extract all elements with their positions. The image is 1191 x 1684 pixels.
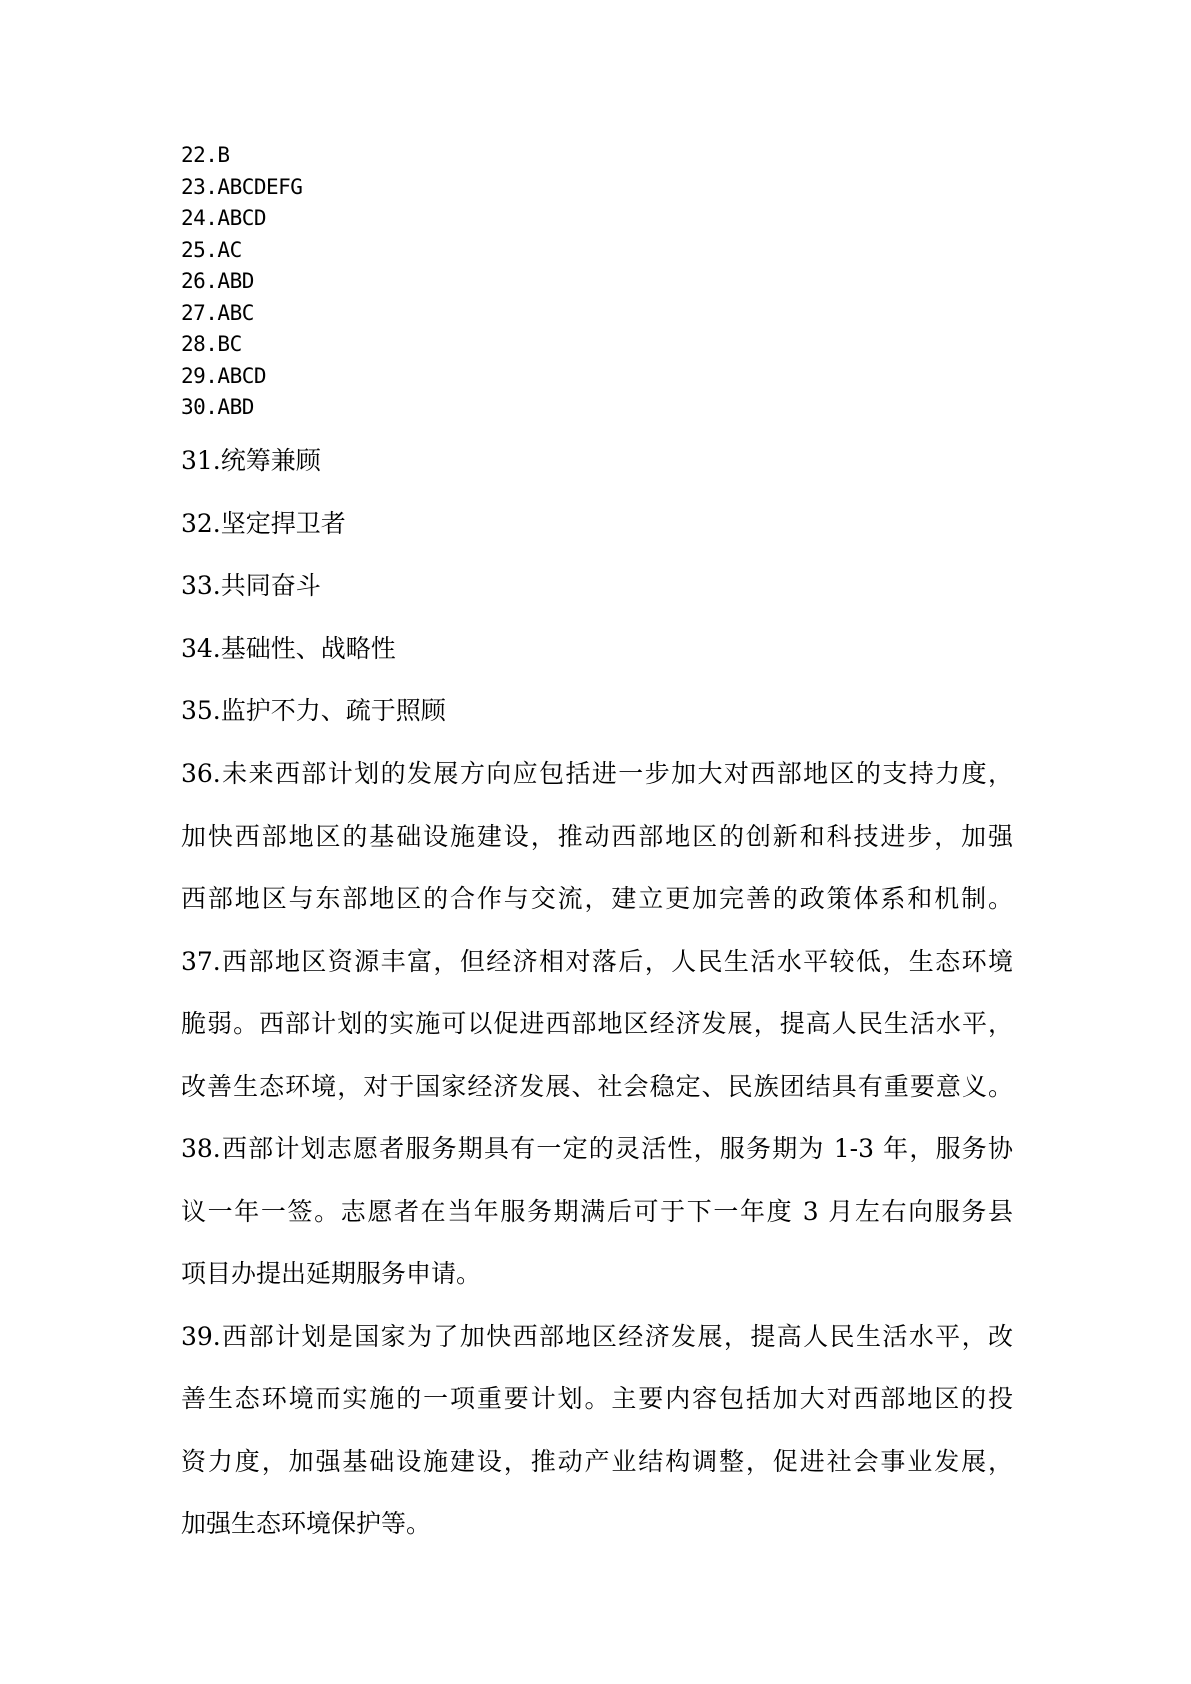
answer-item: 28.BC — [181, 332, 242, 356]
answer-item: 24.ABCD — [181, 206, 267, 230]
answer-item: 27.ABC — [181, 300, 254, 325]
answer-item: 30.ABD — [181, 395, 254, 419]
answer-item: 23.ABCDEFG — [181, 174, 303, 199]
multiple-choice-answers — [181, 140, 481, 424]
essay-line: 37.西部地区资源丰富，但经济相对落后，人民生活水平较低，生态环境 — [181, 946, 1013, 976]
answer-item: 29.ABCD — [181, 363, 267, 388]
essay-line: 资力度，加强基础设施建设，推动产业结构调整，促进社会事业发展， — [181, 1446, 1013, 1476]
fill-in-item: 34.基础性、战略性 — [181, 633, 396, 663]
essay-answer-38 — [181, 1118, 1013, 1306]
short-answer-section — [181, 743, 1013, 1556]
essay-line: 西部地区与东部地区的合作与交流，建立更加完善的政策体系和机制。 — [181, 884, 1013, 913]
essay-line: 善生态环境而实施的一项重要计划。主要内容包括加大对西部地区的投 — [181, 1384, 1013, 1413]
essay-line: 项目办提出延期服务申请。 — [181, 1259, 482, 1288]
essay-line: 39.西部计划是国家为了加快西部地区经济发展，提高人民生活水平，改 — [181, 1321, 1013, 1351]
essay-line: 脆弱。西部计划的实施可以促进西部地区经济发展，提高人民生活水平， — [181, 1009, 1013, 1038]
fill-in-answers — [181, 430, 1021, 743]
answer-item: 25.AC — [181, 237, 242, 262]
fill-in-item: 31.统筹兼顾 — [181, 446, 321, 475]
essay-answer-37 — [181, 931, 1013, 1119]
essay-line: 36.未来西部计划的发展方向应包括进一步加大对西部地区的支持力度， — [181, 759, 1013, 788]
essay-line: 38.西部计划志愿者服务期具有一定的灵活性，服务期为 1-3 年，服务协 — [181, 1134, 1013, 1163]
essay-line: 加强生态环境保护等。 — [181, 1509, 432, 1538]
essay-answer-39 — [181, 1306, 1013, 1556]
fill-in-item: 33.共同奋斗 — [181, 571, 321, 600]
essay-line: 议一年一签。志愿者在当年服务期满后可于下一年度 3 月左右向服务县 — [181, 1196, 1013, 1226]
essay-line: 加快西部地区的基础设施建设，推动西部地区的创新和科技进步，加强 — [181, 821, 1013, 851]
answer-item: 22.B — [181, 143, 230, 167]
essay-answer-36 — [181, 743, 1013, 931]
fill-in-item: 32.坚定捍卫者 — [181, 508, 346, 538]
essay-line: 改善生态环境，对于国家经济发展、社会稳定、民族团结具有重要意义。 — [181, 1071, 1013, 1101]
fill-in-item: 35.监护不力、疏于照顾 — [181, 696, 446, 725]
answer-item: 26.ABD — [181, 269, 254, 293]
